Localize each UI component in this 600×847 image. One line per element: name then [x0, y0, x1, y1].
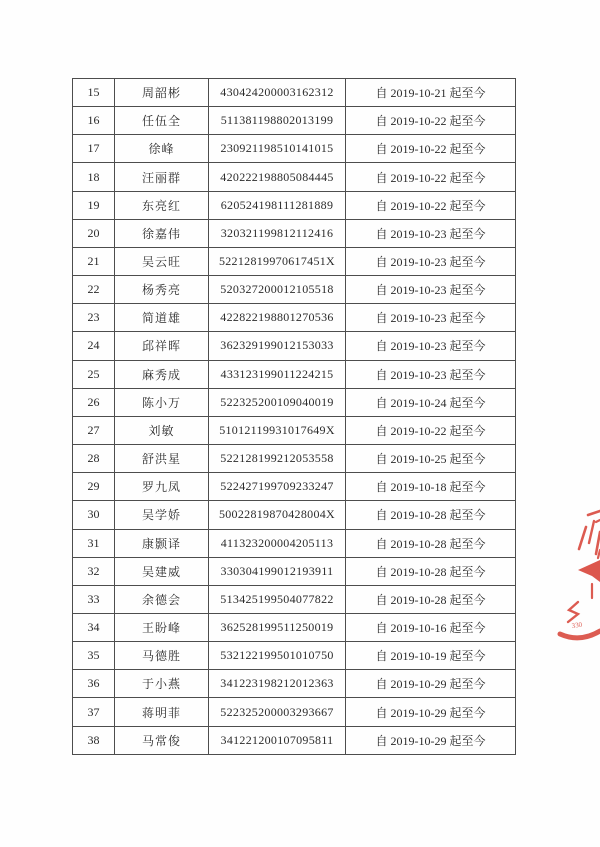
name-cell: 吴云旺	[115, 247, 209, 275]
period-cell: 自 2019-10-28 起至今	[346, 585, 516, 613]
name-cell: 徐峰	[115, 135, 209, 163]
row-number-cell: 22	[73, 276, 115, 304]
table-row	[73, 107, 516, 135]
table-row	[73, 304, 516, 332]
table-row	[73, 642, 516, 670]
row-number-cell: 20	[73, 219, 115, 247]
id-number-cell: 522325200109040019	[209, 388, 346, 416]
name-cell: 周韶彬	[115, 79, 209, 107]
row-number-cell: 17	[73, 135, 115, 163]
name-cell: 邱祥晖	[115, 332, 209, 360]
row-number-cell: 38	[73, 726, 115, 754]
name-cell: 麻秀成	[115, 360, 209, 388]
seal-star-point	[578, 560, 600, 582]
name-cell: 余德会	[115, 585, 209, 613]
period-cell: 自 2019-10-29 起至今	[346, 698, 516, 726]
table-row	[73, 698, 516, 726]
period-cell: 自 2019-10-23 起至今	[346, 304, 516, 332]
period-cell: 自 2019-10-22 起至今	[346, 163, 516, 191]
period-cell: 自 2019-10-18 起至今	[346, 473, 516, 501]
table-row	[73, 79, 516, 107]
period-cell: 自 2019-10-22 起至今	[346, 191, 516, 219]
table-row	[73, 388, 516, 416]
row-number-cell: 28	[73, 445, 115, 473]
id-number-cell: 522128199212053558	[209, 445, 346, 473]
id-number-cell: 532122199501010750	[209, 642, 346, 670]
name-cell: 东亮红	[115, 191, 209, 219]
name-cell: 罗九凤	[115, 473, 209, 501]
id-number-cell: 513425199504077822	[209, 585, 346, 613]
id-number-cell: 52212819970617451X	[209, 247, 346, 275]
table-row	[73, 473, 516, 501]
period-cell: 自 2019-10-28 起至今	[346, 529, 516, 557]
id-number-cell: 522427199709233247	[209, 473, 346, 501]
period-cell: 自 2019-10-24 起至今	[346, 388, 516, 416]
name-cell: 简道雄	[115, 304, 209, 332]
table-row	[73, 670, 516, 698]
name-cell: 于小燕	[115, 670, 209, 698]
row-number-cell: 29	[73, 473, 115, 501]
row-number-cell: 15	[73, 79, 115, 107]
id-number-cell: 51012119931017649X	[209, 416, 346, 444]
table-row	[73, 613, 516, 641]
name-cell: 王盼峰	[115, 613, 209, 641]
table-row	[73, 529, 516, 557]
row-number-cell: 31	[73, 529, 115, 557]
table-row	[73, 585, 516, 613]
id-number-cell: 341221200107095811	[209, 726, 346, 754]
name-cell: 康颢译	[115, 529, 209, 557]
id-number-cell: 362329199012153033	[209, 332, 346, 360]
row-number-cell: 32	[73, 557, 115, 585]
row-number-cell: 30	[73, 501, 115, 529]
id-number-cell: 330304199012193911	[209, 557, 346, 585]
name-cell: 徐嘉伟	[115, 219, 209, 247]
period-cell: 自 2019-10-23 起至今	[346, 247, 516, 275]
table-row	[73, 163, 516, 191]
name-cell: 蒋明菲	[115, 698, 209, 726]
period-cell: 自 2019-10-28 起至今	[346, 501, 516, 529]
row-number-cell: 24	[73, 332, 115, 360]
period-cell: 自 2019-10-22 起至今	[346, 107, 516, 135]
name-cell: 吴学娇	[115, 501, 209, 529]
period-cell: 自 2019-10-16 起至今	[346, 613, 516, 641]
period-cell: 自 2019-10-23 起至今	[346, 276, 516, 304]
table-row	[73, 416, 516, 444]
period-cell: 自 2019-10-22 起至今	[346, 416, 516, 444]
id-number-cell: 411323200004205113	[209, 529, 346, 557]
period-cell: 自 2019-10-19 起至今	[346, 642, 516, 670]
row-number-cell: 23	[73, 304, 115, 332]
period-cell: 自 2019-10-21 起至今	[346, 79, 516, 107]
row-number-cell: 35	[73, 642, 115, 670]
id-number-cell: 230921198510141015	[209, 135, 346, 163]
id-number-cell: 620524198111281889	[209, 191, 346, 219]
name-cell: 舒洪星	[115, 445, 209, 473]
name-cell: 吴建威	[115, 557, 209, 585]
table-row	[73, 219, 516, 247]
row-number-cell: 19	[73, 191, 115, 219]
table-row	[73, 360, 516, 388]
name-cell: 马德胜	[115, 642, 209, 670]
row-number-cell: 26	[73, 388, 115, 416]
period-cell: 自 2019-10-23 起至今	[346, 219, 516, 247]
period-cell: 自 2019-10-29 起至今	[346, 670, 516, 698]
id-number-cell: 511381198802013199	[209, 107, 346, 135]
row-number-cell: 18	[73, 163, 115, 191]
table-row	[73, 276, 516, 304]
row-number-cell: 34	[73, 613, 115, 641]
id-number-cell: 433123199011224215	[209, 360, 346, 388]
row-number-cell: 33	[73, 585, 115, 613]
id-number-cell: 520327200012105518	[209, 276, 346, 304]
id-number-cell: 362528199511250019	[209, 613, 346, 641]
name-cell: 刘敏	[115, 416, 209, 444]
id-number-cell: 420222198805084445	[209, 163, 346, 191]
table-row	[73, 557, 516, 585]
name-cell: 任伍全	[115, 107, 209, 135]
period-cell: 自 2019-10-23 起至今	[346, 360, 516, 388]
table-row	[73, 135, 516, 163]
row-number-cell: 21	[73, 247, 115, 275]
roster-table	[72, 78, 516, 755]
id-number-cell: 522325200003293667	[209, 698, 346, 726]
table-row	[73, 332, 516, 360]
period-cell: 自 2019-10-29 起至今	[346, 726, 516, 754]
id-number-cell: 50022819870428004X	[209, 501, 346, 529]
id-number-cell: 320321199812112416	[209, 219, 346, 247]
table-row	[73, 501, 516, 529]
period-cell: 自 2019-10-22 起至今	[346, 135, 516, 163]
row-number-cell: 37	[73, 698, 115, 726]
id-number-cell: 341223198212012363	[209, 670, 346, 698]
table-row	[73, 191, 516, 219]
name-cell: 杨秀亮	[115, 276, 209, 304]
table-row	[73, 247, 516, 275]
period-cell: 自 2019-10-28 起至今	[346, 557, 516, 585]
roster-body	[73, 79, 516, 755]
row-number-cell: 16	[73, 107, 115, 135]
row-number-cell: 36	[73, 670, 115, 698]
row-number-cell: 27	[73, 416, 115, 444]
id-number-cell: 430424200003162312	[209, 79, 346, 107]
name-cell: 马常俊	[115, 726, 209, 754]
table-row	[73, 726, 516, 754]
name-cell: 陈小万	[115, 388, 209, 416]
period-cell: 自 2019-10-23 起至今	[346, 332, 516, 360]
name-cell: 汪丽群	[115, 163, 209, 191]
id-number-cell: 422822198801270536	[209, 304, 346, 332]
row-number-cell: 25	[73, 360, 115, 388]
period-cell: 自 2019-10-25 起至今	[346, 445, 516, 473]
seal-arc-digits: 330	[571, 620, 583, 630]
table-row	[73, 445, 516, 473]
official-seal-stamp-icon	[552, 498, 600, 658]
